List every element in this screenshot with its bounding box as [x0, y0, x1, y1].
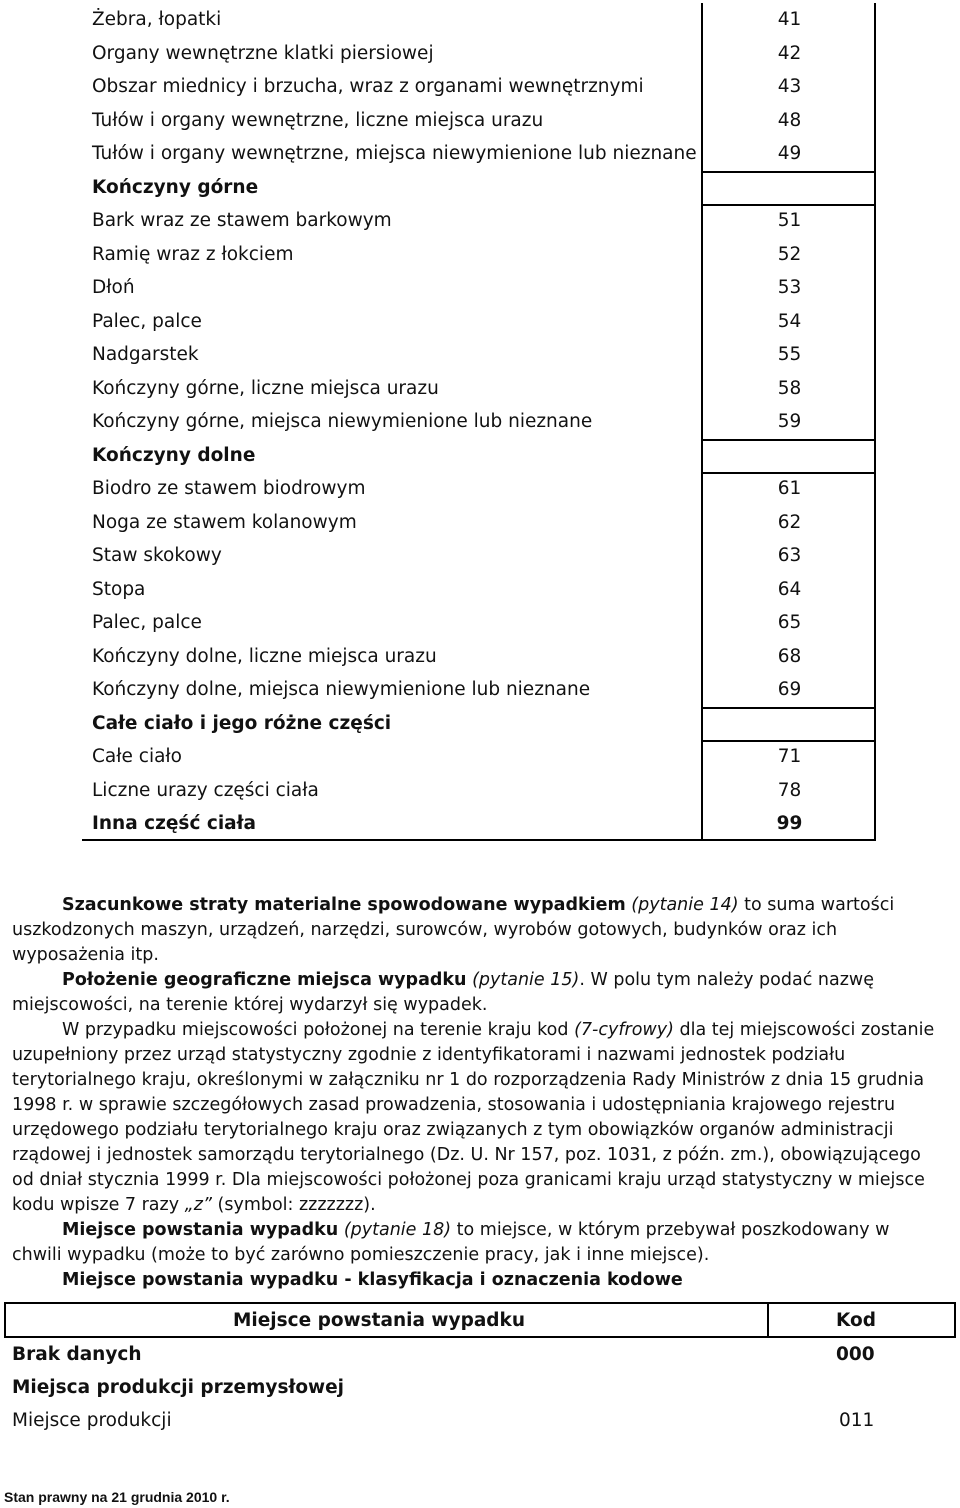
body-part-code-table [82, 3, 876, 841]
table-row [82, 3, 876, 37]
question-ref: (pytanie 14) [631, 895, 739, 915]
term-accident-place: Miejsce powstania wypadku [62, 1220, 339, 1240]
body-part-label: Kończyny górne, miejsca niewymienione lub nieznane [92, 411, 593, 432]
accident-place-code-table [4, 1302, 956, 1438]
table-row [82, 807, 876, 841]
body-part-code: 48 [777, 109, 802, 131]
cell-border [701, 472, 876, 474]
paragraph-text: dla tej miejscowości zostanie uzupełniony przez urząd statystyczny zgodnie z identyfikatorami i nazwami jednostek podziału terytorialnego kraju, określonymi w załączniku nr 1 do rozporządzenia Rady Ministrów z dnia 15 grudnia 1998 r. w sprawie szczegółowych zasad prowadzenia, stosowania i udostępniania krajowego rejestru urzędowego podziału terytorialnego kraju oraz związanych z tym obowiązków organów administracji rządowej i jednostek samorządu terytorialnego (Dz. U. Nr 157, poz. 1031, z późn. zm.), obowiązującego od dniał stycznia 1999 r. Dla miejscowości położonej poza granicami kraju urząd statystyczny w miejsce kodu wpisze 7 razy [12, 1020, 935, 1215]
table-row [82, 640, 876, 674]
row-code: 011 [839, 1410, 875, 1431]
question-ref: (pytanie 18) [343, 1220, 452, 1240]
body-part-label: Inna część ciała [92, 813, 256, 834]
body-part-code: 71 [777, 746, 802, 767]
body-part-label: Dłoń [92, 277, 135, 298]
body-part-code: 41 [777, 9, 802, 30]
body-part-label: Palec, palce [92, 612, 202, 633]
body-part-label: Staw skokowy [92, 545, 222, 566]
table-row [82, 104, 876, 138]
paragraph-text: to miejsce, w którym przebywał poszkodowany w chwili wypadku (może to być zarówno pomieszczenie pracy, jak i inne miejsce). [12, 1220, 890, 1265]
table-top-border [4, 1302, 956, 1304]
body-part-code: 52 [777, 243, 802, 265]
paragraph-text: (symbol: zzzzzzz). [211, 1195, 376, 1215]
header-bottom-border [4, 1336, 956, 1338]
category-header-row [82, 707, 876, 741]
body-part-label: Żebra, łopatki [92, 9, 222, 30]
body-part-code: 78 [777, 779, 802, 801]
body-part-code: 99 [776, 813, 803, 834]
body-part-label: Tułów i organy wewnętrzne, liczne miejsca urazu [92, 109, 544, 131]
table-left-border [4, 1302, 6, 1338]
body-part-code: 65 [777, 612, 802, 633]
paragraph-locality-code [12, 1018, 940, 1218]
body-part-label: Noga ze stawem kolanowym [92, 511, 357, 533]
row-label: Miejsce produkcji [12, 1410, 172, 1431]
table-row [82, 506, 876, 540]
body-part-code: 43 [777, 76, 802, 97]
table-row [82, 673, 876, 707]
body-part-label: Ramię wraz z łokciem [92, 243, 294, 265]
footer-legal-status: Stan prawny na 21 grudnia 2010 r. [4, 1489, 230, 1505]
classification-heading [12, 1268, 940, 1293]
table-row [82, 405, 876, 439]
body-part-code: 54 [777, 310, 802, 332]
body-part-code: 49 [777, 143, 802, 164]
explanatory-text [12, 893, 940, 1293]
table-row [82, 740, 876, 774]
body-part-label: Biodro ze stawem biodrowym [92, 478, 366, 499]
body-part-label: Obszar miednicy i brzucha, wraz z organami wewnętrznymi [92, 76, 644, 97]
body-part-label: Nadgarstek [92, 344, 199, 365]
table-row [82, 774, 876, 808]
question-ref: (pytanie 15) [472, 970, 580, 990]
paragraph-text: . W polu tym należy podać nazwę miejscowości, na terenie której wydarzył się wypadek. [12, 970, 874, 1015]
term-geographic-location: Położenie geograficzne miejsca wypadku [62, 970, 467, 990]
body-part-label: Organy wewnętrzne klatki piersiowej [92, 42, 434, 64]
table-row [82, 472, 876, 506]
body-part-code: 63 [777, 545, 802, 566]
table-row [82, 539, 876, 573]
body-part-code: 58 [777, 377, 802, 399]
body-part-code: 53 [777, 277, 802, 298]
category-header-row [82, 171, 876, 205]
body-part-label: Palec, palce [92, 310, 202, 332]
body-part-label: Kończyny dolne, liczne miejsca urazu [92, 645, 437, 667]
body-part-code: 61 [777, 478, 802, 499]
body-part-code: 55 [777, 344, 802, 365]
table-row [82, 573, 876, 607]
body-part-code: 51 [777, 210, 802, 231]
body-part-code: 62 [777, 511, 802, 533]
body-part-label: Liczne urazy części ciała [92, 779, 319, 801]
body-part-label: Całe ciało i jego różne części [92, 712, 392, 734]
cell-border [701, 204, 876, 206]
symbol-z: „z” [184, 1195, 212, 1215]
body-part-label: Tułów i organy wewnętrzne, miejsca niewymienione lub nieznane [92, 143, 697, 164]
table-row [82, 238, 876, 272]
row-code: 000 [836, 1344, 875, 1365]
body-part-label: Kończyny górne, liczne miejsca urazu [92, 377, 439, 399]
category-header-row [82, 439, 876, 473]
body-part-code: 68 [777, 645, 802, 667]
code-length-note: (7-cyfrowy) [574, 1020, 674, 1040]
body-part-label: Całe ciało [92, 746, 182, 767]
header-place: Miejsce powstania wypadku [233, 1310, 526, 1331]
header-code: Kod [836, 1310, 876, 1331]
body-part-code: 42 [777, 42, 802, 64]
table-right-border [954, 1302, 956, 1338]
table-row [82, 305, 876, 339]
body-part-label: Bark wraz ze stawem barkowym [92, 210, 392, 231]
table-row [82, 606, 876, 640]
body-part-label: Kończyny dolne [92, 444, 256, 466]
body-part-code: 59 [777, 411, 802, 432]
term-material-losses: Szacunkowe straty materialne spowodowane wypadkiem [62, 895, 626, 915]
table-row [82, 372, 876, 406]
row-label: Miejsca produkcji przemysłowej [12, 1377, 345, 1398]
paragraph-text: to suma wartości uszkodzonych maszyn, urządzeń, narzędzi, surowców, wyrobów gotowych, budynków oraz ich wyposażenia itp. [12, 895, 895, 965]
table-row [82, 271, 876, 305]
table-row [82, 37, 876, 71]
body-part-label: Kończyny dolne, miejsca niewymienione lub nieznane [92, 679, 591, 700]
body-part-label: Kończyny górne [92, 176, 259, 198]
paragraph-material-losses [12, 893, 940, 968]
paragraph-accident-place [12, 1218, 940, 1268]
paragraph-geographic-location [12, 968, 940, 1018]
row-label: Brak danych [12, 1344, 142, 1365]
cell-border [701, 740, 876, 742]
body-part-label: Stopa [92, 578, 146, 600]
table-row [82, 338, 876, 372]
classification-title: Miejsce powstania wypadku - klasyfikacja i oznaczenia kodowe [62, 1270, 683, 1290]
table-row [82, 70, 876, 104]
table-row [82, 204, 876, 238]
table-row [82, 137, 876, 171]
table-column-divider [767, 1302, 769, 1338]
table-bottom-border [82, 839, 876, 841]
body-part-code: 64 [777, 578, 802, 600]
body-part-code: 69 [777, 679, 802, 700]
paragraph-text: W przypadku miejscowości położonej na terenie kraju kod [62, 1020, 575, 1040]
